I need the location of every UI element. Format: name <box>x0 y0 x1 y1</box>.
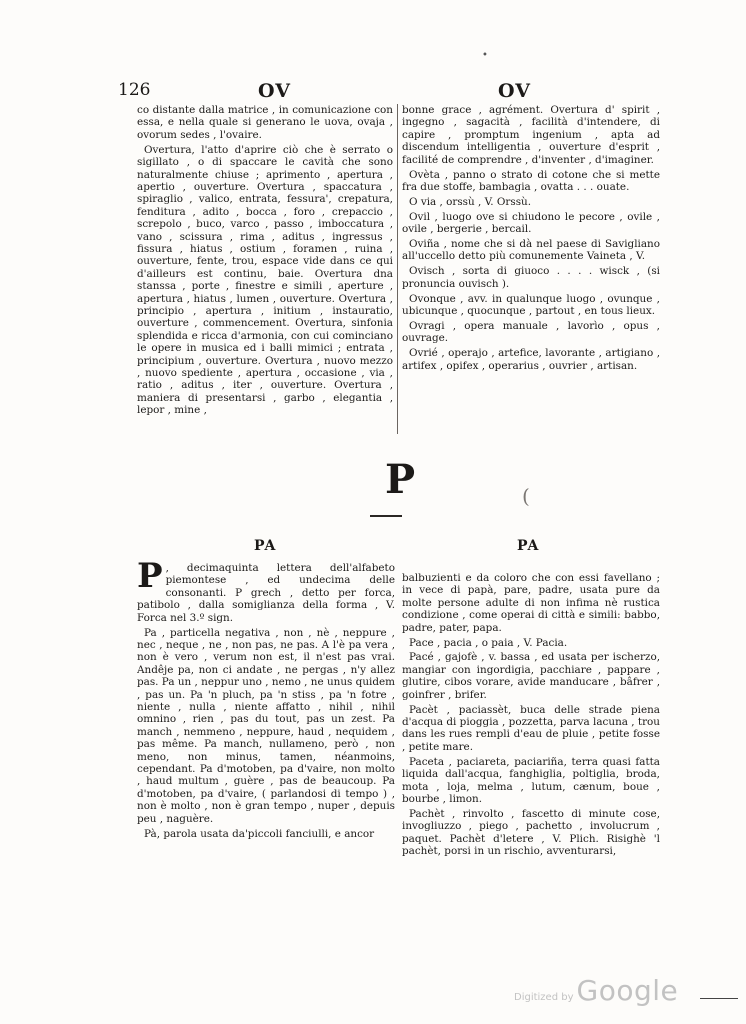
entry-paceta: Paceta , paciareta, paciariña, terra quasi fatta liquida dall'acqua, fanghiglia, poltiglia, broda, mota , loja, melma , lutum, cænum, boue , bourbe , limon. <box>402 755 660 805</box>
entry-ovil: Ovil , luogo ove si chiudono le pecore , ovile , ovile , bergerie , bercail. <box>402 210 660 236</box>
entry-ovonque: Ovonque , avv. in qualunque luogo , ovunque , ubicunque , quocunque , partout , en tous lieux. <box>402 292 660 318</box>
entry-ovina: Oviña , nome che si dà nel paese di Savigliano all'uccello detto più comunemente Vaineta , V. <box>402 238 660 263</box>
entry-pacet: Pacèt , paciassèt, buca delle strade piena d'acqua di pioggia , pozzetta, parva lacuna , trou dans les rues rempli d'eau de pluie , petite fosse , petite mare. <box>402 703 660 753</box>
entry-o-via: O via , orssù , V. Orssù. <box>409 195 532 208</box>
google-watermark <box>514 974 678 1007</box>
page-number: 126 <box>118 80 151 100</box>
subsection-head-right: PA <box>517 538 540 554</box>
page-speck: • <box>482 50 488 61</box>
column-divider <box>397 104 398 434</box>
entry-pa-child: Pà, parola usata da'piccoli fanciulli, e ancor <box>144 827 375 840</box>
top-right-column <box>402 104 660 432</box>
running-head-left: OV <box>258 80 291 102</box>
bottom-right-column <box>402 572 660 878</box>
drop-cap: P <box>137 562 163 596</box>
entry-pa: Pa , particella negativa , non , nè , neppure , nec , neque , ne , non pas, ne pas. A l'è pa vera , non è vero , verum non est, il n'est pas vrai. Andêje pa, non ci andate , ne pergas , n'y allez pas. Pa un , neppur uno , nemo , ne unus quidem , pas un. Pa 'n pluch, pa 'n stiss , pa 'n fotre , niente , nulla , niente affatto , nihil , nihil omnino , rien , pas du tout, pas un zest. Pa manch , nemmeno , neppure, haud , nequidem , pas même. Pa manch, nullameno, però , non meno, non minus, tamen, néanmoins, cependant. Pa d'motoben, pa d'vaire, non molto , haud multum , guère , pas de beaucoup. Pa d'motoben, pa d'vaire, ( parlandosi di tempo ) , non è molto , non è gran tempo , nuper , depuis peu , naguère. <box>137 626 395 825</box>
watermark-brand: Google <box>576 974 679 1007</box>
bottom-left-column <box>137 562 395 876</box>
corner-mark <box>700 998 738 999</box>
entry-overtura-continuation: bonne grace , agrément. Overtura d' spirit , ingegno , sagacità , facilità d'intendere, di capire , promptum ingenium , apta ad discendum intelligentia , ouverture d'esprit , facilité de comprendre , d'inventer , d'imaginer. <box>402 104 660 166</box>
section-letter: P <box>384 456 416 503</box>
entry-ovrie: Ovrié , operajo , artefice, lavorante , artigiano , artifex , opifex , operarius , ouvrier , artisan. <box>402 347 660 372</box>
entry-p-text: , decimaquinta lettera dell'alfabeto piemontese , ed undecima delle consonanti. P grech , detto per forca, patibolo , dalla somiglianza della forma , V. Forca nel 3.º sign. <box>137 562 395 624</box>
entry-pa-continuation: balbuzienti e da coloro che con essi favellano ; in vece di papà, pare, padre, usata pure da molte persone adulte di non infima nè rustica condizione , come operai di città e simili: babbo, padre, pater, papa. <box>402 572 660 634</box>
running-head-right: OV <box>498 80 531 102</box>
entry-p <box>137 562 395 624</box>
ink-smudge: ( <box>522 484 530 508</box>
entry-ovragi: Ovragi , opera manuale , lavorìo , opus , ouvrage. <box>402 320 660 345</box>
section-rule <box>370 515 402 517</box>
entry-pachet: Pachèt , rinvolto , fascetto di minute cose, invogliuzzo , piego , pachetto , involucrum , paquet. Pachèt d'letere , V. Plich. Risighè 'l pachèt, porsi in un rischio, avventurarsi, <box>402 807 660 858</box>
entry-pace: Pace , pacia , o paia , V. Pacia. <box>409 636 568 649</box>
subsection-head-left: PA <box>254 538 277 554</box>
entry-overtura: Overtura, l'atto d'aprire ciò che è serrato o sigillato , o di spaccare le cavità che sono naturalmente chiuse ; aprimento , apertura , apertio , ouverture. Overtura , spaccatura , spiraglio , valico, entrata, fessura', crepatura, fenditura , adito , bocca , foro , crepaccio , screpolo , buco, varco , passo , imboccatura , vano , scissura , rima , aditus , ingressus , fissura , hiatus , ostium , foramen , ruina , ouverture, fente, trou, espace vide dans ce qui d'ailleurs est continu, baie. Overtura dna stanssa , porte , finestre e simili , aperture , apertura , hiatus , lumen , ouverture. Overtura , principio , apertura , initium , instauratio, ouverture , commencement. Overtura, sinfonia splendida e ricca d'armonia, con cui cominciano le opere in musica ed i balli mimici ; entrata , principium , ouverture. Overtura , nuovo mezzo , nuovo spediente , apertura , occasione , via , ratio , aditus , iter , ouverture. Overtura , maniera di presentarsi , garbo , elegantia , lepor , mine , <box>137 143 393 417</box>
entry-pace-verb: Pacé , gajofè , v. bassa , ed usata per ischerzo, mangiar con ingordigia, pacchiare , pappare , glutire, cibos vorare, avide manducare , bâfrer , goinfrer , brifer. <box>402 651 660 701</box>
entry-ovaja-continuation: co distante dalla matrice , in comunicazione con essa, e nella quale si generano le uova, ovaja , ovorum sedes , l'ovaire. <box>137 104 393 141</box>
entry-ovisch: Ovisch , sorta di giuoco . . . . wisck , (si pronuncia ouvisch ). <box>402 265 660 290</box>
watermark-prefix: Digitized by <box>514 992 574 1003</box>
entry-oveta: Ovèta , panno o strato di cotone che si mette fra due stoffe, bambagia , ovatta . . . ouate. <box>402 168 660 193</box>
top-left-column <box>137 104 393 440</box>
